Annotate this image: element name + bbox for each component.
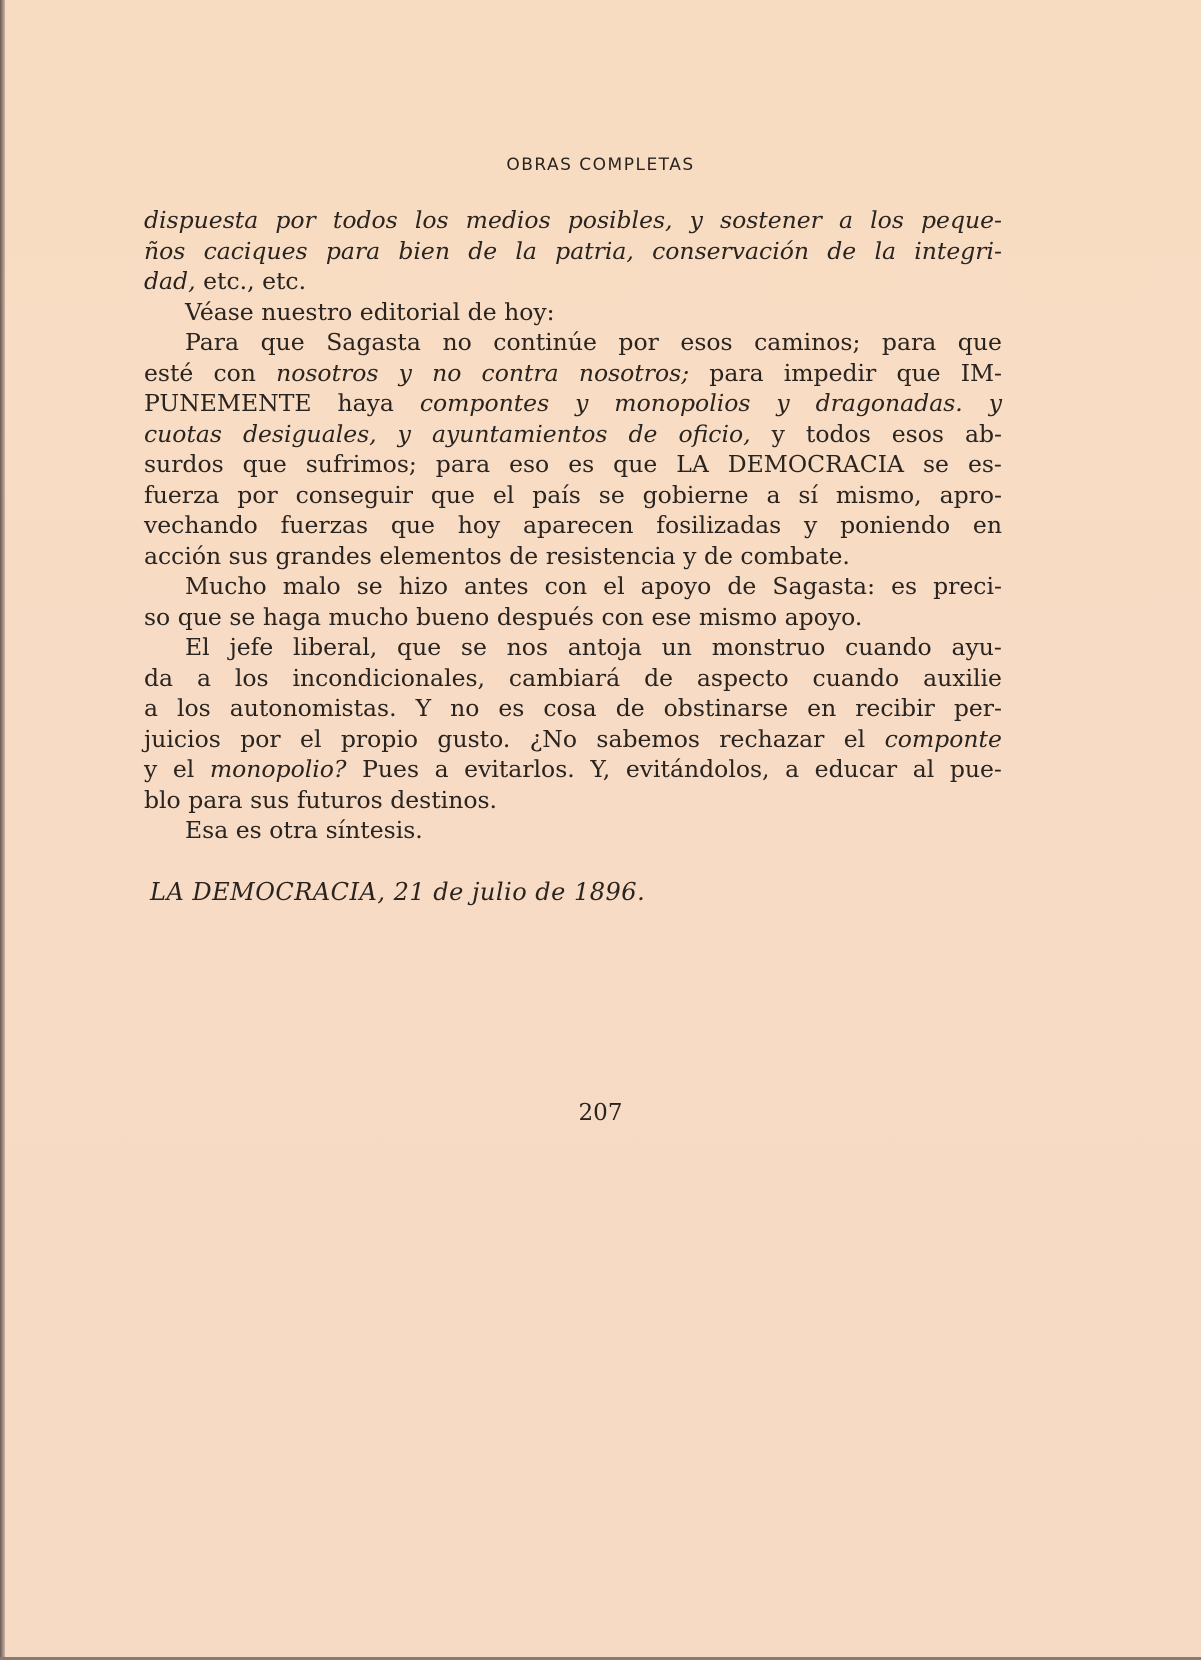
word: que (957, 328, 1002, 356)
word: antoja (567, 633, 642, 661)
text-line (144, 724, 1002, 755)
word: sí (798, 480, 818, 509)
word: Y (415, 694, 432, 722)
body-text (144, 205, 1002, 846)
word: es (891, 572, 918, 600)
word: el (172, 755, 195, 783)
word: síntesis. (325, 816, 423, 844)
word: ayuntamientos (431, 419, 608, 448)
text-line (144, 815, 1002, 846)
word: nos (506, 633, 549, 661)
word: para (188, 785, 243, 814)
word: apoyo. (784, 602, 863, 631)
word: que (613, 450, 658, 478)
text-line (144, 480, 1002, 511)
word: de (727, 572, 757, 600)
text-line (144, 571, 1002, 602)
word: Esa (185, 816, 229, 844)
word: hizo (398, 572, 448, 600)
word: se (460, 633, 487, 661)
word: resistencia (545, 541, 676, 570)
word: cuando (845, 633, 932, 661)
word: conseguir (295, 480, 413, 509)
word: y (771, 419, 785, 448)
word: da (144, 663, 174, 692)
word: combate. (740, 541, 850, 570)
word: per- (953, 694, 1002, 722)
word: ¿No (529, 724, 577, 753)
word: a (434, 755, 449, 783)
word: otra (269, 816, 319, 844)
word: Véase (185, 297, 254, 326)
word: hoy: (504, 297, 555, 326)
word: desiguales, (242, 419, 377, 448)
word: evitándolos, (625, 755, 770, 783)
word: con (544, 572, 588, 600)
word: dad, (144, 267, 196, 295)
word: es (498, 694, 525, 722)
word: apro- (939, 480, 1002, 509)
word: IM- (960, 358, 1002, 387)
word: y (398, 358, 412, 387)
word: fuerzas (280, 511, 369, 539)
word: blo (144, 785, 181, 814)
word: en (807, 694, 837, 722)
word: de (509, 541, 539, 570)
word: no (450, 694, 480, 722)
word: y (804, 511, 818, 539)
word: haga (262, 602, 322, 631)
text-line (144, 785, 1002, 816)
word: compontes (419, 389, 550, 417)
word: fuerza (144, 480, 220, 509)
word: Pues (362, 755, 420, 783)
word: sufrimos; (305, 450, 417, 478)
word: oficio, (678, 419, 751, 448)
word: El (185, 633, 210, 661)
text-line (144, 541, 1002, 572)
word: Sagasta: (772, 572, 875, 600)
word: incondicionales, (292, 663, 486, 692)
word: ese (651, 602, 692, 631)
text-line (144, 358, 1002, 389)
running-head: OBRAS COMPLETAS (506, 155, 695, 175)
word: nosotros (276, 358, 379, 387)
word: Mucho (185, 572, 267, 600)
word: la (874, 236, 896, 265)
word: poniendo (840, 511, 951, 539)
word: etc., (203, 267, 255, 295)
word: mismo (698, 602, 778, 631)
word: contra (481, 358, 559, 387)
word: y (575, 389, 589, 417)
word: se (923, 450, 949, 478)
word: a (785, 755, 800, 783)
word: para (709, 358, 764, 387)
word: los (414, 206, 449, 234)
word: por (618, 328, 659, 356)
word: educar (814, 755, 898, 783)
word: se (229, 602, 256, 631)
text-line (144, 297, 1002, 328)
word: mucho (328, 602, 409, 631)
word: dispuesta (144, 206, 259, 234)
word: caminos; (754, 328, 861, 356)
word: surdos (144, 450, 224, 478)
word: y (144, 755, 158, 783)
word: por (240, 724, 281, 753)
word: sus (228, 541, 268, 570)
word: malo (282, 572, 341, 600)
word: a (839, 206, 854, 234)
word: jefe (229, 633, 274, 661)
word: de (827, 236, 857, 265)
word: impedir (783, 358, 877, 387)
word: gusto. (437, 724, 511, 753)
word: los (177, 694, 211, 722)
word: y (988, 389, 1002, 417)
word: que (260, 328, 305, 356)
word: editorial (359, 297, 461, 326)
word: todos (805, 419, 871, 448)
word: y (689, 206, 703, 234)
word: cuotas (144, 419, 222, 448)
word: esté (144, 358, 194, 387)
word: el (300, 724, 322, 753)
word: es- (967, 450, 1002, 478)
word: monopolio? (209, 755, 347, 783)
word: a (766, 480, 781, 509)
word: y (397, 419, 411, 448)
word: haya (337, 389, 394, 417)
word: con (601, 602, 644, 631)
word: sabemos (596, 724, 700, 753)
word: de (468, 236, 498, 265)
word: ños (144, 236, 186, 265)
word: para (325, 236, 381, 265)
word: país (532, 480, 581, 509)
word: se (598, 480, 625, 509)
text-line (144, 754, 1002, 785)
word: que (397, 633, 442, 661)
word: preci- (933, 572, 1002, 600)
word: etc. (262, 267, 307, 295)
word: Sagasta (326, 328, 421, 356)
word: recibir (855, 694, 935, 722)
word: mismo, (835, 480, 922, 509)
word: elementos (379, 541, 502, 570)
word: un (661, 633, 692, 661)
word: integri- (914, 236, 1002, 265)
word: rechazar (719, 724, 825, 753)
word: de (615, 694, 645, 722)
word: ayu- (951, 633, 1002, 661)
word: que (242, 450, 287, 478)
word: que (430, 480, 475, 509)
word: no (432, 358, 462, 387)
word: sus (250, 785, 290, 814)
source-signature: LA DEMOCRACIA, 21 de julio de 1896. (150, 878, 646, 906)
word: acción (144, 541, 222, 570)
word: con (213, 358, 256, 387)
word: de (703, 541, 733, 570)
text-line (144, 449, 1002, 480)
word: se (356, 572, 383, 600)
word: que (896, 358, 941, 387)
word: el (492, 480, 515, 509)
text-line (144, 388, 1002, 419)
word: cuando (812, 663, 900, 692)
text-line (144, 236, 1002, 267)
word: aparecen (523, 511, 634, 539)
word: aspecto (696, 663, 789, 692)
word: vechando (144, 511, 258, 539)
word: obstinarse (663, 694, 789, 722)
word: propio (340, 724, 419, 753)
word: hoy (457, 511, 501, 539)
word: continúe (493, 328, 597, 356)
word: Y, (590, 755, 611, 783)
word: componte (884, 724, 1002, 753)
word: ab- (964, 419, 1002, 448)
word: bueno (415, 602, 490, 631)
word: el (843, 724, 866, 753)
word: evitarlos. (464, 755, 575, 783)
text-line (144, 510, 1002, 541)
word: conservación (652, 236, 810, 265)
word: sostener (720, 206, 822, 234)
text-line (144, 327, 1002, 358)
word: monstruo (711, 633, 826, 661)
word: grandes (275, 541, 372, 570)
word: PUNEMENTE (144, 389, 312, 417)
word: monopolios (614, 389, 751, 417)
word: apoyo (640, 572, 712, 600)
word: pue- (949, 755, 1002, 783)
text-line (144, 663, 1002, 694)
word: posibles, (567, 206, 673, 234)
word: liberal, (293, 633, 378, 661)
word: gobierne (642, 480, 749, 509)
word: futuros (296, 785, 383, 814)
word: dragonadas. (815, 389, 963, 417)
word: Para (185, 328, 240, 356)
word: que (390, 511, 435, 539)
word: todos (332, 206, 398, 234)
word: que (177, 602, 222, 631)
word: cambiará (508, 663, 621, 692)
word: es (568, 450, 595, 478)
text-line (144, 693, 1002, 724)
word: a (196, 663, 211, 692)
text-line (144, 419, 1002, 450)
word: y (683, 541, 697, 570)
word: a (144, 694, 159, 722)
word: para (881, 328, 937, 356)
text-line (144, 266, 1002, 297)
word: nuestro (261, 297, 353, 326)
word: por (275, 206, 316, 234)
word: los (870, 206, 904, 234)
word: después (496, 602, 594, 631)
text-line (144, 632, 1002, 663)
word: peque- (921, 206, 1002, 234)
word: para (435, 450, 491, 478)
word: al (912, 755, 935, 783)
word: la (515, 236, 537, 265)
word: es (235, 816, 262, 844)
word: destinos. (390, 785, 498, 814)
word: de (467, 297, 497, 326)
page-number: 207 (578, 1100, 623, 1126)
word: fosilizadas (656, 511, 782, 539)
word: de (628, 419, 658, 448)
word: medios (465, 206, 551, 234)
word: los (234, 663, 269, 692)
word: esos (680, 328, 733, 356)
word: en (972, 511, 1002, 539)
word: cosa (543, 694, 597, 722)
word: so (144, 602, 171, 631)
word: DEMOCRACIA (727, 450, 905, 478)
word: nosotros; (578, 358, 690, 387)
word: eso (509, 450, 550, 478)
word: autonomistas. (229, 694, 397, 722)
word: caciques (203, 236, 308, 265)
text-line (144, 602, 1002, 633)
page-left-edge (0, 0, 5, 1660)
word: de (644, 663, 674, 692)
word: antes (464, 572, 529, 600)
word: por (237, 480, 278, 509)
word: esos (891, 419, 944, 448)
word: juicios (144, 724, 221, 753)
word: el (603, 572, 625, 600)
word: auxilie (923, 663, 1002, 692)
word: no (442, 328, 472, 356)
word: patria, (555, 236, 634, 265)
word: LA (676, 450, 709, 478)
word: bien (398, 236, 450, 265)
text-line (144, 205, 1002, 236)
word: y (776, 389, 790, 417)
